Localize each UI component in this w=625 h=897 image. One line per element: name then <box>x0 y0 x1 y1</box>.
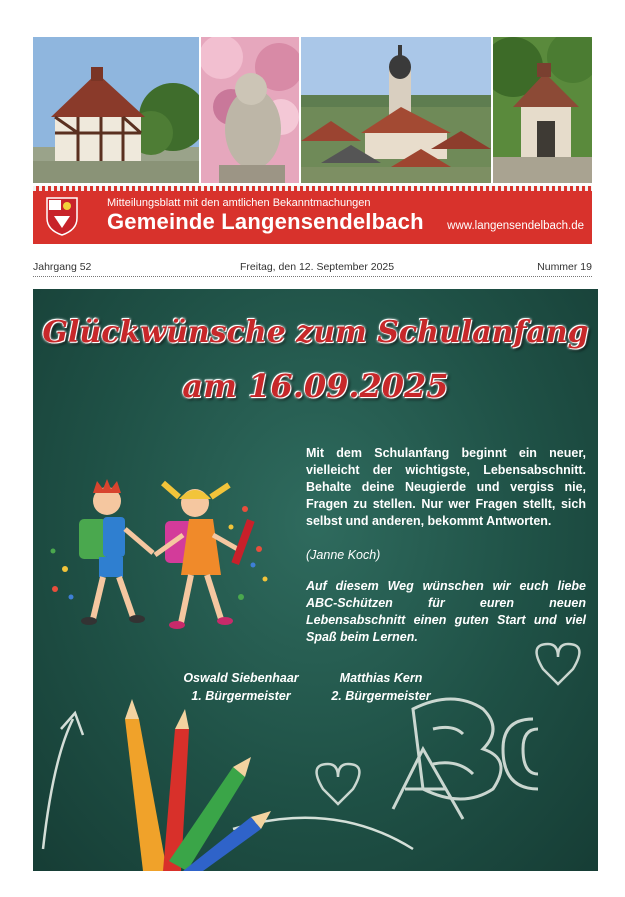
headline-line-2: am 16.09.2025 <box>182 367 449 405</box>
chalk-abc-letters <box>393 699 538 819</box>
intro-paragraph: Mit dem Schulanfang beginnt ein neuer, vielleicht der wichtigste, Lebensabschnitt. Behalte deine Neugierde und vergiss nie, Fragen zu stellen. Nur wer Fragen stellt, sich selbst und anderen, bekommt Antworten. <box>306 446 586 528</box>
photo-village-church <box>301 37 491 183</box>
coat-of-arms-icon <box>45 196 79 236</box>
photo-well-house <box>493 37 592 183</box>
photo-statue-blossoms <box>201 37 299 183</box>
issue-date: Freitag, den 12. September 2025 <box>240 261 395 273</box>
photo-timbered-house <box>33 37 199 183</box>
header-photo-strip <box>33 37 592 183</box>
chalk-decorations <box>33 289 598 871</box>
issue-volume: Jahrgang 52 <box>33 261 92 273</box>
quote-author: (Janne Koch) <box>306 548 381 562</box>
issue-info-line <box>33 260 592 277</box>
issue-number: Nummer 19 <box>537 261 592 273</box>
signature-1-role: 1. Bürgermeister <box>191 689 291 703</box>
banner-stripe <box>33 186 592 191</box>
masthead-title: Gemeinde Langensendelbach <box>107 209 424 234</box>
masthead-subtitle: Mitteilungsblatt mit den amtlichen Bekanntmachungen <box>107 197 371 209</box>
signature-1-name: Oswald Siebenhaar <box>183 671 299 685</box>
masthead-url[interactable]: www.langensendelbach.de <box>447 220 584 232</box>
wishes-paragraph: Auf diesem Weg wünschen wir euch liebe ABC-Schützen für euren neuen Lebensabschnitt einen guten Start und viel Spaß beim Lernen. <box>306 579 586 644</box>
chalkboard-panel <box>33 289 598 871</box>
chalk-hearts <box>317 644 580 804</box>
masthead-banner <box>33 186 592 244</box>
signature-2-role: 2. Bürgermeister <box>331 689 431 703</box>
pencils-illustration <box>125 699 271 871</box>
headline-line-1: Glückwünsche zum Schulanfang <box>42 315 589 350</box>
signature-2-name: Matthias Kern <box>339 671 423 685</box>
